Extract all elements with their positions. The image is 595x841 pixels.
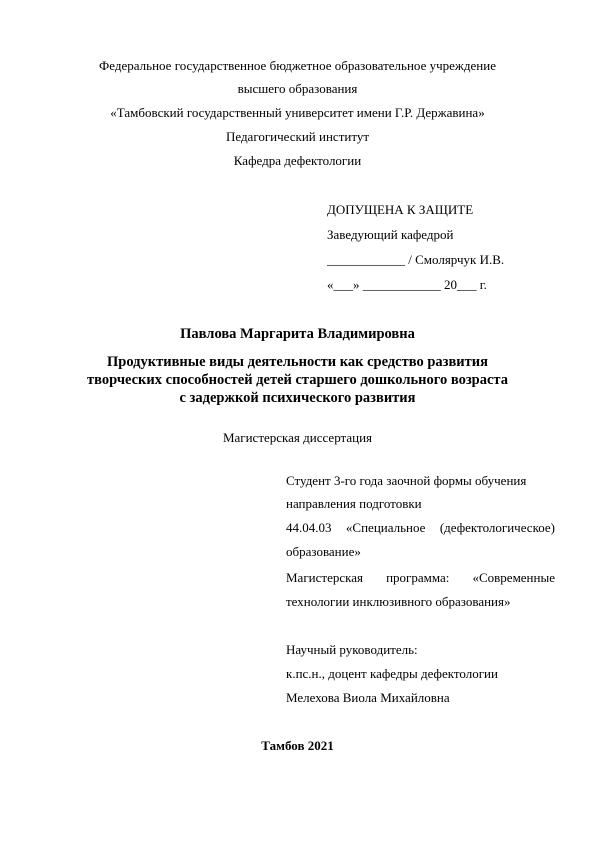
work-type: Магистерская диссертация [222,430,373,445]
supervisor-name: Мелехова Виола Михайловна [286,690,450,705]
student-line-4: образование» [286,544,361,559]
institution-line-2: высшего образования [237,81,358,96]
student-line-2: направления подготовки [286,496,422,511]
supervisor-heading: Научный руководитель: [286,642,418,657]
institute-name: Педагогический институт [225,129,370,144]
specialty-word-1: «Специальное [345,520,426,535]
approval-heading: ДОПУЩЕНА К ЗАЩИТЕ [327,202,474,217]
approval-signature: ____________ / Смолярчук И.В. [327,252,505,267]
university-name: «Тамбовский государственный университет имени Г.Р. Державина» [110,105,485,120]
supervisor-position: к.пс.н., доцент кафедры дефектологии [286,666,498,681]
specialty-code: 44.04.03 [286,520,332,535]
student-line-5 [286,570,555,586]
student-line-1: Студент 3-го года заочной формы обучения [286,473,527,488]
approval-date: «___» ____________ 20___ г. [327,277,487,292]
topic-line-2: творческих способностей детей старшего дошкольного возраста [87,372,508,388]
institution-line-1: Федеральное государственное бюджетное образовательное учреждение [99,58,496,73]
department-name: Кафедра дефектологии [233,153,362,168]
student-line-6: технологии инклюзивного образования» [286,594,511,609]
specialty-word-2: (дефектологическое) [439,520,555,535]
topic-line-1: Продуктивные виды деятельности как средство развития [106,354,488,370]
student-line-3 [286,520,555,536]
program-word-2: программа: [386,570,450,585]
topic-line-3: с задержкой психического развития [179,390,416,406]
program-word-3: «Современные [472,570,555,585]
program-word-1: Магистерская [286,570,363,585]
author-name: Павлова Маргарита Владимировна [180,326,415,342]
approval-head-title: Заведующий кафедрой [327,227,454,242]
city-year: Тамбов 2021 [261,738,334,753]
